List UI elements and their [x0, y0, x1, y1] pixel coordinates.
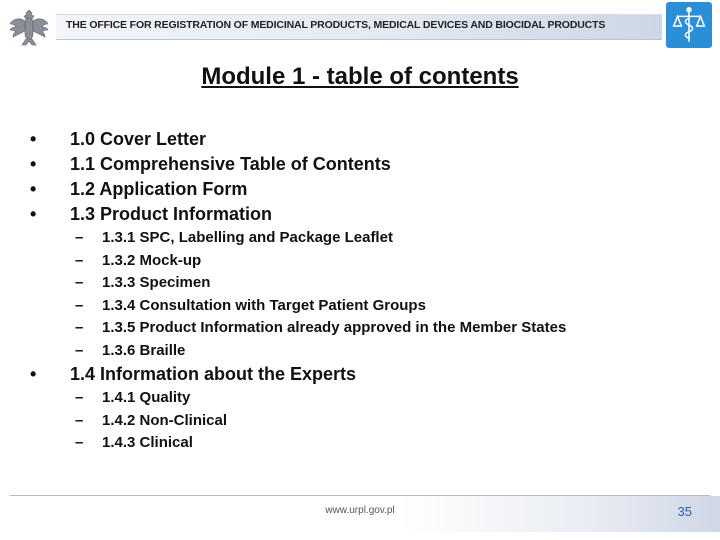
toc-item-label: 1.0 Cover Letter: [70, 129, 207, 149]
caduceus-scales-logo-icon: [666, 2, 712, 48]
toc-subitem-label: 1.4.1 Quality: [102, 389, 191, 406]
polish-eagle-emblem-icon: [6, 4, 52, 50]
dash: –: [75, 251, 84, 269]
toc-subitem-1-4-2: [75, 410, 227, 433]
toc-item-1-1: [30, 152, 391, 177]
toc-subitem-label: 1.4.3 Clinical: [102, 434, 193, 451]
dash: –: [75, 411, 84, 429]
page-number: 35: [677, 504, 692, 519]
footer-divider: [10, 495, 710, 496]
bullet: •: [30, 179, 37, 199]
dash: –: [75, 296, 84, 314]
bullet: •: [30, 129, 37, 149]
toc-subitem-label: 1.3.6 Braille: [102, 341, 186, 359]
toc-subitem-1-3-6: [75, 340, 185, 363]
header-bar: [0, 0, 720, 52]
page-title: Module 1 - table of contents: [201, 63, 519, 90]
toc-item-label: 1.3 Product Information: [70, 204, 273, 224]
header-title: THE OFFICE FOR REGISTRATION OF MEDICINAL PRODUCTS, MEDICAL DEVICES AND BIOCIDAL PRODUCTS: [66, 19, 606, 31]
footer-url: www.urpl.gov.pl: [325, 505, 395, 516]
toc-item-label: 1.4 Information about the Experts: [70, 364, 357, 384]
bullet: •: [30, 204, 37, 224]
dash: –: [75, 319, 84, 336]
toc-subitem-label: 1.3.4 Consultation with Target Patient Groups: [102, 296, 426, 314]
dash: –: [75, 434, 84, 451]
bullet: •: [30, 364, 37, 384]
toc-subitem-label: 1.3.2 Mock-up: [102, 251, 202, 269]
toc-item-label: 1.1 Comprehensive Table of Contents: [70, 154, 391, 174]
toc-subitem-label: 1.3.1 SPC, Labelling and Package Leaflet: [102, 229, 393, 246]
bullet: •: [30, 154, 37, 174]
toc-item-1-2: [30, 177, 247, 202]
toc-subitem-1-3-2: [75, 250, 201, 273]
toc-subitem-1-4-3: [75, 432, 193, 455]
toc-subitem-label: 1.3.3 Specimen: [102, 274, 211, 291]
toc-subitem-label: 1.3.5 Product Information already approved in the Member States: [102, 319, 567, 336]
dash: –: [75, 341, 84, 359]
toc-item-label: 1.2 Application Form: [70, 179, 248, 199]
toc-subitem-1-4-1: [75, 387, 190, 410]
toc-item-1-4: [30, 362, 356, 387]
toc-subitem-1-3-4: [75, 295, 426, 318]
toc-subitem-1-3-3: [75, 272, 210, 295]
dash: –: [75, 274, 84, 291]
toc-subitem-1-3-5: [75, 317, 566, 340]
toc-item-1-0: [30, 127, 206, 152]
dash: –: [75, 229, 84, 246]
dash: –: [75, 389, 84, 406]
toc-item-1-3: [30, 202, 272, 227]
toc-subitem-1-3-1: [75, 227, 393, 250]
toc-subitem-label: 1.4.2 Non-Clinical: [102, 411, 228, 429]
